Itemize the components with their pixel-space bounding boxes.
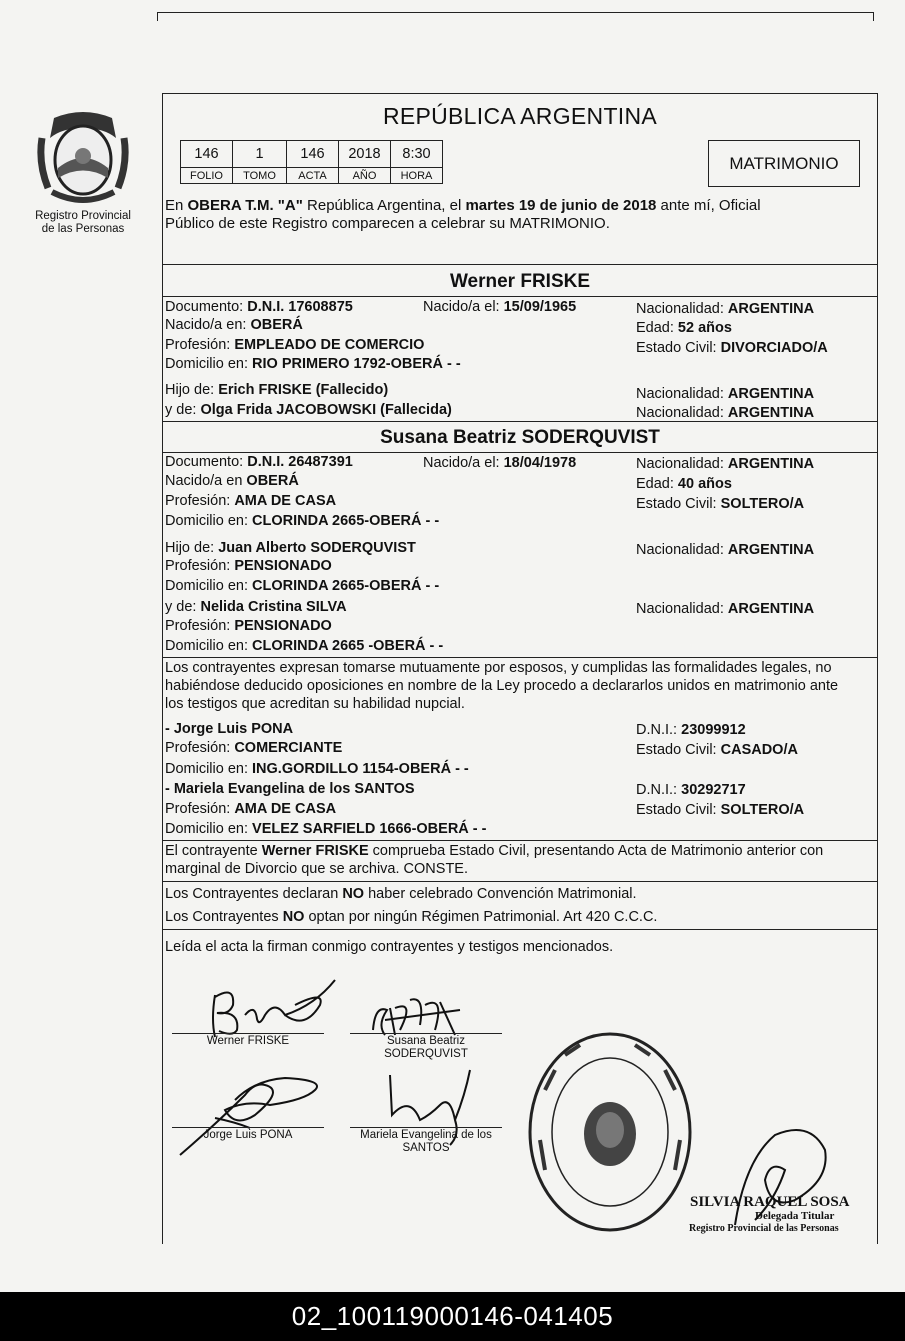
page-title: REPÚBLICA ARGENTINA xyxy=(382,103,658,129)
record-info-table xyxy=(180,140,443,184)
province-seal-icon xyxy=(34,108,132,208)
spouse1-father-nationality: Nacionalidad: ARGENTINA xyxy=(636,386,815,402)
spouse2-father-nationality: Nacionalidad: ARGENTINA xyxy=(636,542,815,558)
signature-jorge-pona xyxy=(175,1070,335,1160)
document-code: 02_100119000146-041405 xyxy=(0,1292,905,1341)
top-border xyxy=(157,12,874,21)
hora-label: HORA xyxy=(391,168,443,184)
spouse2-father: Hijo de: Juan Alberto SODERQUVIST xyxy=(165,540,416,556)
intro-line-1: En OBERA T.M. "A" República Argentina, el martes 19 de junio de 2018 ante mí, Oficial xyxy=(165,197,761,214)
spouse2-mother-nationality: Nacionalidad: ARGENTINA xyxy=(636,601,815,617)
spouse1-mother-nationality: Nacionalidad: ARGENTINA xyxy=(636,405,815,421)
witness2-address: Domicilio en: VELEZ SARFIELD 1666-OBERÁ - - xyxy=(165,821,487,837)
acta-label: ACTA xyxy=(287,168,339,184)
witness2-dni: D.N.I.: 30292717 xyxy=(636,782,746,798)
signature-label-mariela: Mariela Evangelina de los SANTOS xyxy=(360,1129,492,1154)
signatures-intro: Leída el acta la firman conmigo contrayentes y testigos mencionados. xyxy=(165,939,614,955)
note-convention: Los Contrayentes declaran NO haber celebrado Convención Matrimonial. xyxy=(165,886,637,902)
signature-label-jorge: Jorge Luis PONA xyxy=(203,1129,293,1141)
declaration-line-3: los testigos que acreditan su habilidad nupcial. xyxy=(165,696,465,712)
spouse1-birthdate: Nacido/a el: 15/09/1965 xyxy=(423,299,577,315)
witness1-profession: Profesión: COMERCIANTE xyxy=(165,740,343,756)
folio-value: 146 xyxy=(181,141,233,168)
witness1-dni: D.N.I.: 23099912 xyxy=(636,722,746,738)
spouse2-civil-status: Estado Civil: SOLTERO/A xyxy=(636,496,805,512)
spouse1-document: Documento: D.N.I. 17608875 xyxy=(165,299,353,315)
spouse2-document: Documento: D.N.I. 26487391 xyxy=(165,454,353,470)
witness1-address: Domicilio en: ING.GORDILLO 1154-OBERÁ - - xyxy=(165,761,469,777)
spouse2-father-profession: Profesión: PENSIONADO xyxy=(165,558,332,574)
spouse2-mother-address: Domicilio en: CLORINDA 2665 -OBERÁ - - xyxy=(165,638,444,654)
divider xyxy=(162,657,878,658)
note-civil-status-line-2: marginal de Divorcio que se archiva. CONSTE. xyxy=(165,861,469,877)
logo-label: Registro Provincial de las Personas xyxy=(35,210,131,235)
divider xyxy=(162,929,878,930)
spouse2-mother-profession: Profesión: PENSIONADO xyxy=(165,618,332,634)
spouse1-address: Domicilio en: RIO PRIMERO 1792-OBERÁ - - xyxy=(165,356,461,372)
signature-line xyxy=(350,1127,502,1128)
spouse1-age: Edad: 52 años xyxy=(636,320,732,336)
signature-line xyxy=(172,1127,324,1128)
spouse2-address: Domicilio en: CLORINDA 2665-OBERÁ - - xyxy=(165,513,440,529)
spouse2-age: Edad: 40 años xyxy=(636,476,732,492)
intro-line-2: Público de este Registro comparecen a celebrar su MATRIMONIO. xyxy=(165,215,610,232)
spouse1-nationality: Nacionalidad: ARGENTINA xyxy=(636,301,815,317)
anio-value: 2018 xyxy=(339,141,391,168)
witness1-name: - Jorge Luis PONA xyxy=(165,721,294,737)
spouse2-birthplace: Nacido/a en OBERÁ xyxy=(165,473,299,489)
divider xyxy=(162,296,878,297)
official-org: Registro Provincial de las Personas xyxy=(689,1223,839,1234)
official-title: Delegada Titular xyxy=(755,1210,835,1222)
spouse1-profession: Profesión: EMPLEADO DE COMERCIO xyxy=(165,337,425,353)
witness2-civil-status: Estado Civil: SOLTERO/A xyxy=(636,802,805,818)
spouse1-birthplace: Nacido/a en: OBERÁ xyxy=(165,317,303,333)
hora-value: 8:30 xyxy=(391,141,443,168)
divider xyxy=(162,840,878,841)
official-stamp-icon xyxy=(525,1030,695,1235)
witness2-profession: Profesión: AMA DE CASA xyxy=(165,801,337,817)
spouse2-father-address: Domicilio en: CLORINDA 2665-OBERÁ - - xyxy=(165,578,440,594)
anio-label: AÑO xyxy=(339,168,391,184)
note-regime: Los Contrayentes NO optan por ningún Régimen Patrimonial. Art 420 C.C.C. xyxy=(165,909,658,925)
declaration-line-1: Los contrayentes expresan tomarse mutuamente por esposos, y cumplidas las formalidades legales, no xyxy=(165,660,832,676)
signature-line xyxy=(172,1033,324,1034)
spouse1-mother: y de: Olga Frida JACOBOWSKI (Fallecida) xyxy=(165,402,452,418)
folio-label: FOLIO xyxy=(181,168,233,184)
signature-label-werner: Werner FRISKE xyxy=(206,1035,290,1047)
witness1-civil-status: Estado Civil: CASADO/A xyxy=(636,742,798,758)
signature-line xyxy=(350,1033,502,1034)
spouse2-name: Susana Beatriz SODERQUVIST xyxy=(380,427,660,448)
act-type-box: MATRIMONIO xyxy=(708,140,860,187)
spouse2-birthdate: Nacido/a el: 18/04/1978 xyxy=(423,455,577,471)
spouse2-nationality: Nacionalidad: ARGENTINA xyxy=(636,456,815,472)
note-civil-status-line-1: El contrayente Werner FRISKE comprueba Estado Civil, presentando Acta de Matrimonio anterior con xyxy=(165,843,824,859)
acta-value: 146 xyxy=(287,141,339,168)
divider xyxy=(162,421,878,422)
witness2-name: - Mariela Evangelina de los SANTOS xyxy=(165,781,415,797)
tomo-label: TOMO xyxy=(233,168,287,184)
spouse2-mother: y de: Nelida Cristina SILVA xyxy=(165,599,347,615)
declaration-line-2: habiéndose deducido oposiciones en nombre de la Ley procedo a declararlos unidos en matrimonio ante xyxy=(165,678,839,694)
spouse2-profession: Profesión: AMA DE CASA xyxy=(165,493,337,509)
divider xyxy=(162,881,878,882)
spouse1-name: Werner FRISKE xyxy=(449,271,591,292)
tomo-value: 1 xyxy=(233,141,287,168)
spouse1-civil-status: Estado Civil: DIVORCIADO/A xyxy=(636,340,828,356)
signature-label-susana: Susana Beatriz SODERQUVIST xyxy=(384,1035,468,1060)
official-name: SILVIA RAQUEL SOSA xyxy=(690,1194,850,1210)
spouse1-father: Hijo de: Erich FRISKE (Fallecido) xyxy=(165,382,389,398)
divider xyxy=(162,264,878,265)
